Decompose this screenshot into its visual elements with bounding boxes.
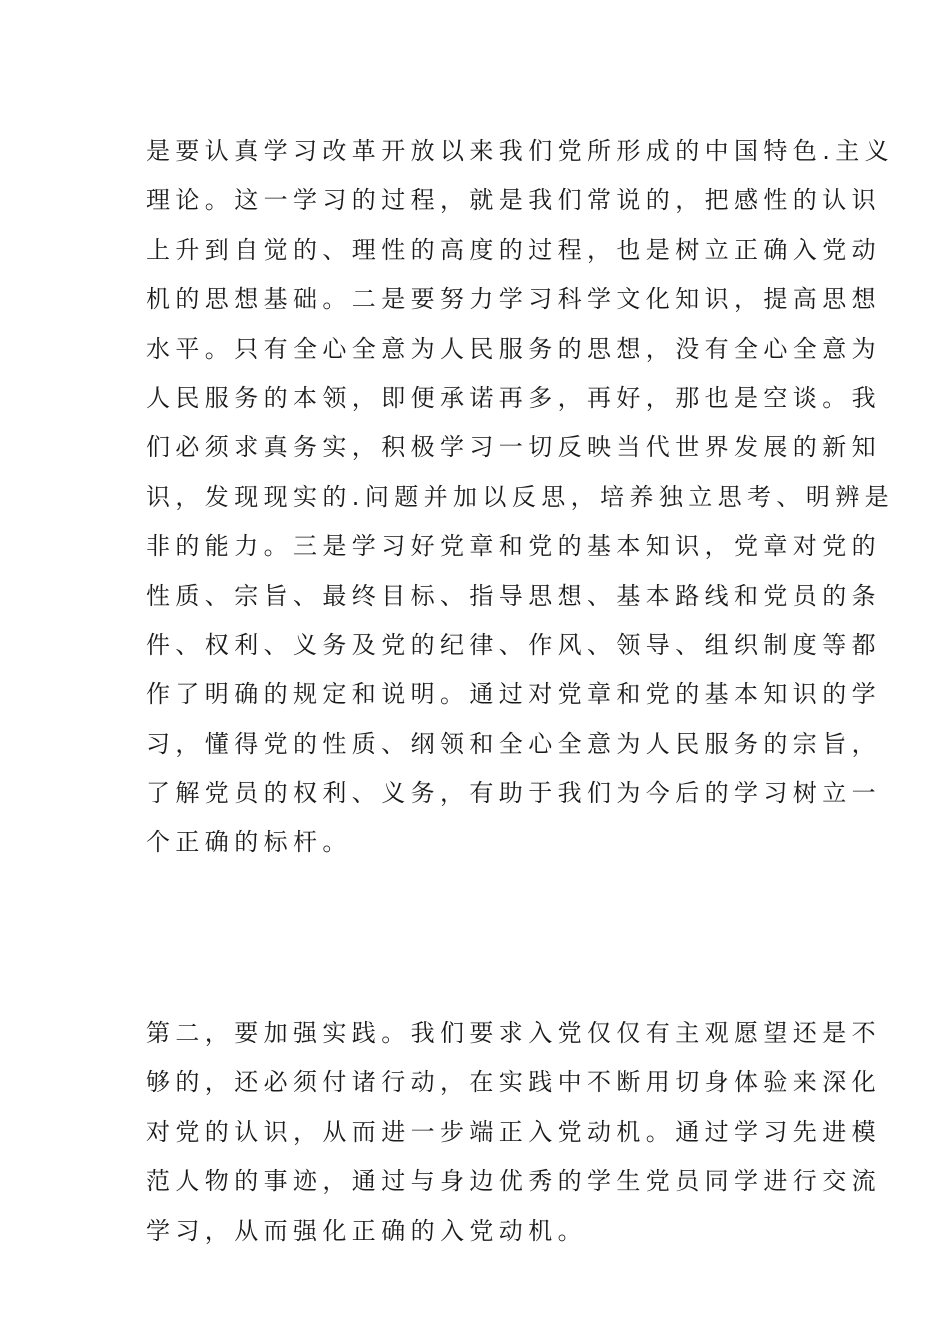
text-line: 习，懂得党的性质、纲领和全心全意为人民服务的宗旨， [146,729,881,758]
text-line: 机的思想基础。二是要努力学习科学文化知识，提高思想 [146,285,881,314]
text-line: 们必须求真务实，积极学习一切反映当代世界发展的新知 [146,433,881,462]
text-line: 件、权利、义务及党的纪律、作风、领导、组织制度等都 [146,630,881,659]
text-line: 作了明确的规定和说明。通过对党章和党的基本知识的学 [146,680,881,709]
paragraph-practice [146,1009,881,1256]
text-line: 人民服务的本领，即便承诺再多，再好，那也是空谈。我 [146,383,881,412]
text-line: 对党的认识，从而进一步端正入党动机。通过学习先进模 [146,1117,881,1146]
text-line: 上升到自觉的、理性的高度的过程，也是树立正确入党动 [146,235,881,264]
text-line: 够的，还必须付诸行动，在实践中不断用切身体验来深化 [146,1068,881,1097]
text-line: 水平。只有全心全意为人民服务的思想，没有全心全意为 [146,334,881,363]
text-line: 范人物的事迹，通过与身边优秀的学生党员同学进行交流 [146,1167,881,1196]
text-line: 识，发现现实的.问题并加以反思，培养独立思考、明辨是 [146,482,895,511]
paragraph-study [146,127,895,868]
text-line: 学习，从而强化正确的入党动机。 [146,1216,587,1245]
text-line: 是要认真学习改革开放以来我们党所形成的中国特色.主义 [146,137,895,165]
text-line: 性质、宗旨、最终目标、指导思想、基本路线和党员的条 [146,581,881,610]
text-line: 个正确的标杆。 [146,828,352,857]
text-line: 第二，要加强实践。我们要求入党仅仅有主观愿望还是不 [146,1019,881,1047]
text-line: 理论。这一学习的过程，就是我们常说的，把感性的认识 [146,186,881,215]
text-line: 了解党员的权利、义务，有助于我们为今后的学习树立一 [146,779,881,808]
text-line: 非的能力。三是学习好党章和党的基本知识，党章对党的 [146,532,881,561]
